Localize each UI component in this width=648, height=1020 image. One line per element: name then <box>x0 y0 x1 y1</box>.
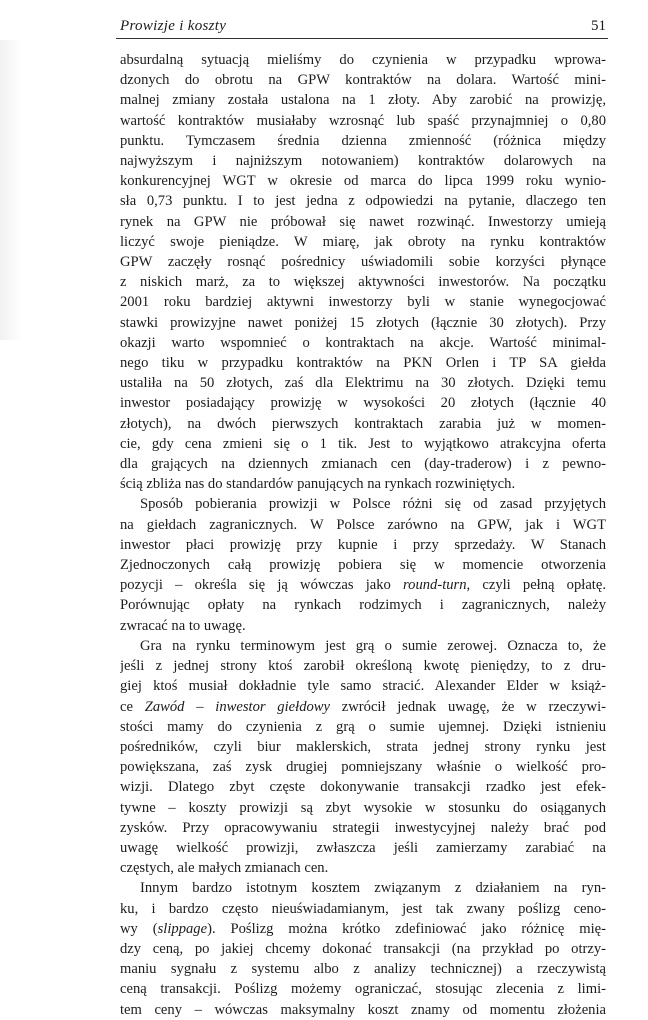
text-line: sła 0,73 punktu. I to jest jedna z odpowiedzi na pytanie, dlaczego ten <box>120 193 606 210</box>
text-line: Gra na rynku terminowym jest grą o sumie zerowej. Oznacza to, że <box>140 637 606 654</box>
text-line: wizji. Dlatego zbyt częste dokonywanie transakcji rzadko jest efek- <box>120 779 606 796</box>
text-line: ku, i bardzo często nieuświadamianym, jest tak zwany poślizg ceno- <box>120 900 606 917</box>
text-line: na giełdach zagranicznych. W Polsce zarówno na GPW, jak i WGT <box>120 516 606 533</box>
text-line: liczyć swoje pieniądze. W miarę, jak obroty na rynku kontraktów <box>120 233 606 250</box>
text-line: tywne – koszty prowizji są zbyt wysokie w stosunku do osiąganych <box>120 799 606 816</box>
text-line: ustaliła na 50 złotych, zaś dla Elektrimu na 30 złotych. Dzięki temu <box>120 375 606 392</box>
text-line: dla grających na dziennych zmianach cen (day-traderow) i z pewno- <box>120 456 606 473</box>
text-line: częstych, ale małych zmianach cen. <box>120 860 329 877</box>
text-line: 2001 roku bardziej aktywni inwestorzy byli w stanie wynegocjować <box>120 294 606 311</box>
page-number: 51 <box>591 18 606 34</box>
text-line: Sposób pobierania prowizji w Polsce różni się od zasad przyjętych <box>140 496 606 513</box>
text-line: tem ceny – wówczas maksymalny koszt znamy od momentu złożenia <box>120 1001 606 1018</box>
text-line: powiększana, zaś zysk drugiej pomniejszany właśnie o wielkość pro- <box>120 759 606 776</box>
text-line: ścią zbliża nas do standardów panujących na rynkach rozwiniętych. <box>120 476 516 493</box>
body-text <box>120 50 606 1020</box>
text-line: pośredników, czyli biur maklerskich, strata jednej strony rynku jest <box>120 738 606 755</box>
text-line: cie, gdy cena zmieni się o 1 tik. Jest to wyjątkowo atrakcyjna oferta <box>120 435 606 452</box>
text-line: Porównując opłaty na rynkach rodzimych i zagranicznych, należy <box>120 597 606 614</box>
text-line: jeśli z jednej strony ktoś zarobił określoną kwotę pieniędzy, to z dru- <box>120 658 606 675</box>
text-line: ceną transakcji. Poślizg możemy ograniczać, stosując zlecenia z limi- <box>120 981 606 998</box>
text-line: inwestor płaci prowizję przy kupnie i przy sprzedaży. W Stanach <box>120 536 606 553</box>
running-head-title: Prowizje i koszty <box>120 18 227 34</box>
text-line: Zjednoczonych całą prowizję pobiera się w momencie otworzenia <box>120 557 606 574</box>
text-line: giej ktoś musiał dokładnie tyle samo stracić. Alexander Elder w książ- <box>120 678 606 695</box>
text-line: okazji warto wspomnieć o kontraktach na akcje. Wartość minimal- <box>120 334 606 351</box>
text-line: dzy ceną, po jakiej chcemy dokonać transakcji (na przykład po otrzy- <box>120 940 606 957</box>
text-line: pozycji – określa się ją wówczas jako round-turn, czyli pełną opłatę. <box>120 577 606 594</box>
text-line: GPW zaczęły rosnąć pośrednicy uświadomili sobie korzyści płynące <box>120 254 606 271</box>
text-line: wartość kontraktów musiałaby wzrosnąć lub spaść przynajmniej o 0,80 <box>120 112 606 129</box>
text-line: maniu sygnału z systemu albo z analizy technicznej) a rzeczywistą <box>120 961 606 978</box>
text-line: najwyższym i najniższym notowaniem) kontraktów dolarowych na <box>120 153 606 170</box>
facing-page-bleed <box>0 40 22 340</box>
text-line: punktu. Tymczasem średnia dzienna zmienność (różnica między <box>120 132 606 149</box>
text-line: wy (slippage). Poślizg można krótko zdefiniować jako różnicę mię- <box>120 920 606 937</box>
text-line: konkurencyjnej WGT w okresie od marca do lipca 1999 roku wynio- <box>120 173 606 190</box>
text-line: ce Zawód – inwestor giełdowy zwrócił jednak uwagę, że w rzeczywi- <box>120 698 606 715</box>
text-line: złotych), na dwóch pierwszych kontraktach zarabia już w momen- <box>120 415 606 432</box>
text-line: nego tiku w przypadku kontraktów na PKN Orlen i TP SA giełda <box>120 355 606 372</box>
text-line: absurdalną sytuacją mieliśmy do czynienia w przypadku wprowa- <box>120 52 606 68</box>
text-line: zwracać na to uwagę. <box>120 617 246 634</box>
text-line: inwestor posiadający prowizję w wysokości 20 złotych (łącznie 40 <box>120 395 606 412</box>
text-line: Innym bardzo istotnym kosztem związanym z działaniem na ryn- <box>140 880 606 897</box>
running-header <box>116 16 608 39</box>
text-line: rynek na GPW nie próbował się nawet rozwinąć. Inwestorzy umieją <box>120 213 606 230</box>
text-line: z niskich marż, za to większej aktywności inwestorów. Na początku <box>120 274 606 291</box>
text-line: malnej zmiany została ustalona na 1 złoty. Aby zarobić na prowizję, <box>120 92 606 109</box>
text-line: dzonych do obrotu na GPW kontraktów na dolara. Wartość mini- <box>120 72 606 89</box>
text-line: stawki prowizyjne nawet poniżej 15 złotych (łącznie 30 złotych). Przy <box>120 314 606 331</box>
text-line: uwagę wielkość prowizji, zwłaszcza jeśli zamierzamy zarabiać na <box>120 839 606 856</box>
text-line: stości mamy do czynienia z grą o sumie ujemnej. Dzięki istnieniu <box>120 718 606 735</box>
text-line: zysków. Przy opracowywaniu strategii inwestycyjnej należy brać pod <box>120 819 606 836</box>
